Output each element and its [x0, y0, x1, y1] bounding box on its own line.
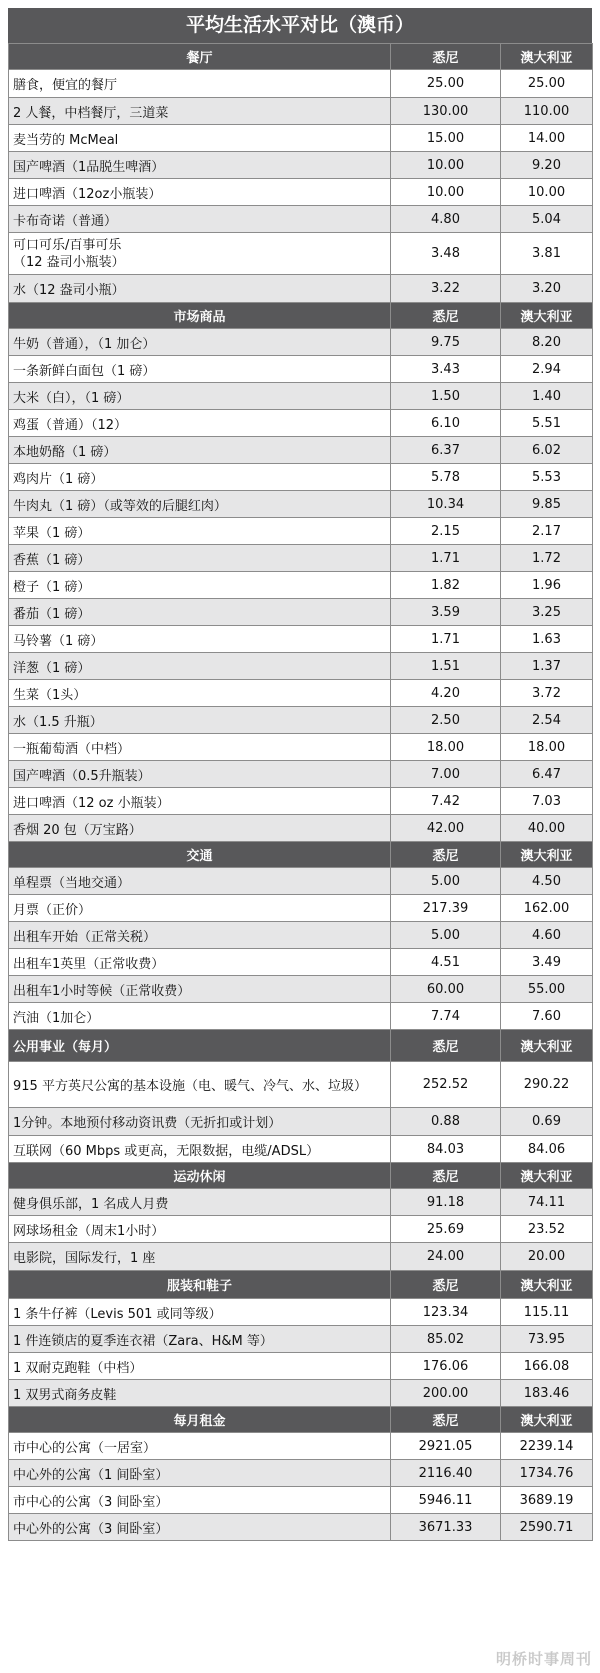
column-header-sydney: 悉尼	[391, 842, 501, 868]
sydney-value: 2.15	[391, 518, 501, 545]
table-row	[9, 976, 593, 1003]
section-header	[9, 1163, 593, 1189]
table-row	[9, 329, 593, 356]
table-row	[9, 1433, 593, 1460]
sydney-value: 3.22	[391, 275, 501, 303]
table-row	[9, 1108, 593, 1136]
item-label: 鸡蛋（普通）（12）	[9, 410, 391, 437]
table-row	[9, 1353, 593, 1380]
australia-value: 7.60	[501, 1003, 593, 1030]
australia-value: 2.94	[501, 356, 593, 383]
item-label: 生菜（1头）	[9, 680, 391, 707]
table-row	[9, 1216, 593, 1243]
section-title: 服装和鞋子	[9, 1271, 391, 1299]
item-label: 汽油（1加仑）	[9, 1003, 391, 1030]
column-header-sydney: 悉尼	[391, 44, 501, 70]
sydney-value: 10.34	[391, 491, 501, 518]
sydney-value: 60.00	[391, 976, 501, 1003]
australia-value: 115.11	[501, 1299, 593, 1326]
sydney-value: 3.43	[391, 356, 501, 383]
australia-value: 10.00	[501, 179, 593, 206]
australia-value: 73.95	[501, 1326, 593, 1353]
table-row	[9, 383, 593, 410]
column-header-australia: 澳大利亚	[501, 44, 593, 70]
item-label: 水（12 盎司小瓶）	[9, 275, 391, 303]
australia-value: 2.54	[501, 707, 593, 734]
table-row	[9, 1136, 593, 1163]
item-label: 苹果（1 磅）	[9, 518, 391, 545]
australia-value: 162.00	[501, 895, 593, 922]
section-header	[9, 842, 593, 868]
sydney-value: 130.00	[391, 98, 501, 125]
item-label: 互联网（60 Mbps 或更高，无限数据，电缆/ADSL）	[9, 1136, 391, 1163]
australia-value: 2590.71	[501, 1514, 593, 1541]
sydney-value: 4.20	[391, 680, 501, 707]
column-header-australia: 澳大利亚	[501, 1407, 593, 1433]
column-header-australia: 澳大利亚	[501, 1163, 593, 1189]
sydney-value: 1.50	[391, 383, 501, 410]
item-label: 进口啤酒（12 oz 小瓶装）	[9, 788, 391, 815]
sydney-value: 5946.11	[391, 1487, 501, 1514]
sydney-value: 2.50	[391, 707, 501, 734]
item-label: 电影院，国际发行，1 座	[9, 1243, 391, 1271]
australia-value: 5.04	[501, 206, 593, 233]
sydney-value: 42.00	[391, 815, 501, 842]
item-label: 单程票（当地交通）	[9, 868, 391, 895]
item-label: 卡布奇诺（普通）	[9, 206, 391, 233]
item-label: 马铃薯（1 磅）	[9, 626, 391, 653]
sydney-value: 5.78	[391, 464, 501, 491]
table-row	[9, 680, 593, 707]
table-row	[9, 1243, 593, 1271]
item-label: 可口可乐/百事可乐 （12 盎司小瓶装）	[9, 233, 391, 275]
table-row	[9, 545, 593, 572]
sydney-value: 5.00	[391, 868, 501, 895]
australia-value: 1.37	[501, 653, 593, 680]
australia-value: 3.72	[501, 680, 593, 707]
table-row	[9, 518, 593, 545]
australia-value: 9.85	[501, 491, 593, 518]
item-label: 出租车1小时等候（正常收费）	[9, 976, 391, 1003]
item-label: 水（1.5 升瓶）	[9, 707, 391, 734]
australia-value: 1.40	[501, 383, 593, 410]
section-title: 市场商品	[9, 303, 391, 329]
table-row	[9, 464, 593, 491]
sydney-value: 24.00	[391, 1243, 501, 1271]
australia-value: 20.00	[501, 1243, 593, 1271]
table-row	[9, 437, 593, 464]
australia-value: 23.52	[501, 1216, 593, 1243]
table-row	[9, 152, 593, 179]
item-label: 健身俱乐部，1 名成人月费	[9, 1189, 391, 1216]
sydney-value: 25.69	[391, 1216, 501, 1243]
sydney-value: 1.51	[391, 653, 501, 680]
column-header-sydney: 悉尼	[391, 1271, 501, 1299]
table-row	[9, 233, 593, 275]
sydney-value: 4.51	[391, 949, 501, 976]
sydney-value: 7.74	[391, 1003, 501, 1030]
table-row	[9, 70, 593, 98]
table-row	[9, 1299, 593, 1326]
sydney-value: 91.18	[391, 1189, 501, 1216]
sydney-value: 3.48	[391, 233, 501, 275]
item-label: 2 人餐，中档餐厅，三道菜	[9, 98, 391, 125]
table-row	[9, 1326, 593, 1353]
section-title: 餐厅	[9, 44, 391, 70]
australia-value: 1.72	[501, 545, 593, 572]
sydney-value: 85.02	[391, 1326, 501, 1353]
item-label: 中心外的公寓（3 间卧室）	[9, 1514, 391, 1541]
australia-value: 6.02	[501, 437, 593, 464]
table-row	[9, 949, 593, 976]
item-label: 出租车开始（正常关税）	[9, 922, 391, 949]
australia-value: 2.17	[501, 518, 593, 545]
column-header-australia: 澳大利亚	[501, 842, 593, 868]
table-row	[9, 410, 593, 437]
table-row	[9, 179, 593, 206]
australia-value: 1734.76	[501, 1460, 593, 1487]
table-row	[9, 1380, 593, 1407]
sydney-value: 7.42	[391, 788, 501, 815]
table-row	[9, 1189, 593, 1216]
item-label: 橙子（1 磅）	[9, 572, 391, 599]
sydney-value: 25.00	[391, 70, 501, 98]
sydney-value: 5.00	[391, 922, 501, 949]
section-header	[9, 303, 593, 329]
column-header-sydney: 悉尼	[391, 1163, 501, 1189]
comparison-table	[8, 43, 593, 1541]
australia-value: 5.51	[501, 410, 593, 437]
australia-value: 3.20	[501, 275, 593, 303]
sydney-value: 217.39	[391, 895, 501, 922]
item-label: 1 双男式商务皮鞋	[9, 1380, 391, 1407]
sydney-value: 6.10	[391, 410, 501, 437]
sydney-value: 176.06	[391, 1353, 501, 1380]
sydney-value: 3.59	[391, 599, 501, 626]
section-header	[9, 1030, 593, 1062]
sydney-value: 2116.40	[391, 1460, 501, 1487]
sydney-value: 10.00	[391, 152, 501, 179]
australia-value: 3.25	[501, 599, 593, 626]
item-label: 牛肉丸（1 磅）（或等效的后腿红肉）	[9, 491, 391, 518]
table-row	[9, 98, 593, 125]
australia-value: 84.06	[501, 1136, 593, 1163]
item-label: 1 条牛仔裤（Levis 501 或同等级）	[9, 1299, 391, 1326]
sydney-value: 7.00	[391, 761, 501, 788]
table-row	[9, 761, 593, 788]
table-row	[9, 1460, 593, 1487]
column-header-australia: 澳大利亚	[501, 303, 593, 329]
table-row	[9, 1487, 593, 1514]
australia-value: 2239.14	[501, 1433, 593, 1460]
sydney-value: 10.00	[391, 179, 501, 206]
column-header-australia: 澳大利亚	[501, 1030, 593, 1062]
item-label: 本地奶酪（1 磅）	[9, 437, 391, 464]
table-row	[9, 572, 593, 599]
australia-value: 74.11	[501, 1189, 593, 1216]
item-label: 麦当劳的 McMeal	[9, 125, 391, 152]
item-label: 国产啤酒（0.5升瓶装）	[9, 761, 391, 788]
section-header	[9, 1271, 593, 1299]
table-row	[9, 868, 593, 895]
sydney-value: 123.34	[391, 1299, 501, 1326]
table-row	[9, 922, 593, 949]
sydney-value: 9.75	[391, 329, 501, 356]
item-label: 国产啤酒（1品脱生啤酒）	[9, 152, 391, 179]
australia-value: 3689.19	[501, 1487, 593, 1514]
table-row	[9, 788, 593, 815]
section-title: 每月租金	[9, 1407, 391, 1433]
australia-value: 9.20	[501, 152, 593, 179]
item-label: 鸡肉片（1 磅）	[9, 464, 391, 491]
australia-value: 40.00	[501, 815, 593, 842]
table-row	[9, 206, 593, 233]
column-header-sydney: 悉尼	[391, 1407, 501, 1433]
column-header-sydney: 悉尼	[391, 303, 501, 329]
australia-value: 5.53	[501, 464, 593, 491]
item-label: 1 件连锁店的夏季连衣裙（Zara、H&M 等）	[9, 1326, 391, 1353]
australia-value: 290.22	[501, 1062, 593, 1108]
table-row	[9, 275, 593, 303]
sydney-value: 6.37	[391, 437, 501, 464]
item-label: 洋葱（1 磅）	[9, 653, 391, 680]
section-title: 交通	[9, 842, 391, 868]
table-row	[9, 895, 593, 922]
section-title: 运动休闲	[9, 1163, 391, 1189]
australia-value: 110.00	[501, 98, 593, 125]
table-row	[9, 491, 593, 518]
item-label: 大米（白），（1 磅）	[9, 383, 391, 410]
australia-value: 3.81	[501, 233, 593, 275]
australia-value: 14.00	[501, 125, 593, 152]
item-label: 进口啤酒（12oz小瓶装）	[9, 179, 391, 206]
item-label: 915 平方英尺公寓的基本设施（电、暖气、冷气、水、垃圾）	[9, 1062, 391, 1108]
australia-value: 25.00	[501, 70, 593, 98]
sydney-value: 252.52	[391, 1062, 501, 1108]
australia-value: 4.60	[501, 922, 593, 949]
sydney-value: 4.80	[391, 206, 501, 233]
item-label: 香烟 20 包（万宝路）	[9, 815, 391, 842]
sydney-value: 1.71	[391, 545, 501, 572]
column-header-australia: 澳大利亚	[501, 1271, 593, 1299]
watermark: 明桥时事周刊	[495, 1650, 592, 1668]
sydney-value: 0.88	[391, 1108, 501, 1136]
sydney-value: 15.00	[391, 125, 501, 152]
australia-value: 0.69	[501, 1108, 593, 1136]
item-label: 一瓶葡萄酒（中档）	[9, 734, 391, 761]
sydney-value: 18.00	[391, 734, 501, 761]
australia-value: 7.03	[501, 788, 593, 815]
column-header-sydney: 悉尼	[391, 1030, 501, 1062]
section-header	[9, 1407, 593, 1433]
table-row	[9, 815, 593, 842]
item-label: 市中心的公寓（一居室）	[9, 1433, 391, 1460]
australia-value: 3.49	[501, 949, 593, 976]
australia-value: 6.47	[501, 761, 593, 788]
australia-value: 1.63	[501, 626, 593, 653]
australia-value: 8.20	[501, 329, 593, 356]
table-row	[9, 125, 593, 152]
australia-value: 166.08	[501, 1353, 593, 1380]
sydney-value: 3671.33	[391, 1514, 501, 1541]
item-label: 膳食，便宜的餐厅	[9, 70, 391, 98]
table-row	[9, 707, 593, 734]
page-title: 平均生活水平对比（澳币）	[8, 8, 592, 43]
section-title: 公用事业（每月）	[9, 1030, 391, 1062]
item-label: 1 双耐克跑鞋（中档）	[9, 1353, 391, 1380]
sydney-value: 1.71	[391, 626, 501, 653]
item-label: 番茄（1 磅）	[9, 599, 391, 626]
sydney-value: 200.00	[391, 1380, 501, 1407]
sydney-value: 84.03	[391, 1136, 501, 1163]
table-row	[9, 1003, 593, 1030]
table-row	[9, 599, 593, 626]
australia-value: 55.00	[501, 976, 593, 1003]
item-label: 一条新鲜白面包（1 磅）	[9, 356, 391, 383]
table-row	[9, 1062, 593, 1108]
sydney-value: 2921.05	[391, 1433, 501, 1460]
australia-value: 4.50	[501, 868, 593, 895]
item-label: 市中心的公寓（3 间卧室）	[9, 1487, 391, 1514]
item-label: 香蕉（1 磅）	[9, 545, 391, 572]
item-label: 月票（正价）	[9, 895, 391, 922]
item-label: 中心外的公寓（1 间卧室）	[9, 1460, 391, 1487]
table-row	[9, 734, 593, 761]
item-label: 出租车1英里（正常收费）	[9, 949, 391, 976]
sydney-value: 1.82	[391, 572, 501, 599]
cost-of-living-table	[8, 8, 592, 1541]
section-header	[9, 44, 593, 70]
item-label: 1分钟。本地预付移动资讯费（无折扣或计划）	[9, 1108, 391, 1136]
item-label: 网球场租金（周末1小时）	[9, 1216, 391, 1243]
item-label: 牛奶（普通），（1 加仑）	[9, 329, 391, 356]
table-row	[9, 653, 593, 680]
table-row	[9, 626, 593, 653]
australia-value: 1.96	[501, 572, 593, 599]
table-row	[9, 356, 593, 383]
table-row	[9, 1514, 593, 1541]
australia-value: 183.46	[501, 1380, 593, 1407]
australia-value: 18.00	[501, 734, 593, 761]
